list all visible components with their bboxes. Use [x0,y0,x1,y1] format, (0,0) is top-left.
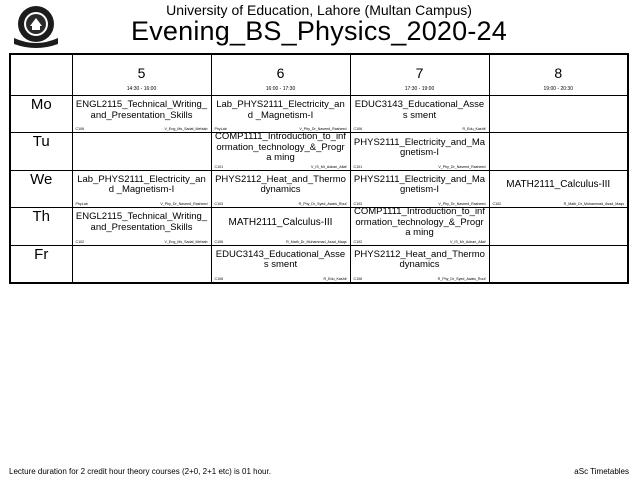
period-number: 7 [415,65,424,81]
lesson-subject: PHYS2111_Electricity_and_Ma gnetism-I [353,173,486,196]
day-label: Mo [10,96,72,133]
lesson-subject: Lab_PHYS2111_Electricity_and _Magnetism-I [77,173,206,196]
period-time: 16:00 - 17:30 [265,86,296,92]
lesson-room: C106 [353,277,363,281]
empty-cell [489,208,628,245]
lesson-teacher: R_Math_Dr_Muhammad_Asad_Maqs [563,202,624,207]
lesson-room: C103 [353,202,363,207]
lesson-room: PhyLab [75,202,88,207]
lesson-subject: EDUC3143_Educational_Asses sment [354,99,485,121]
lesson-teacher: V_Eng_Ms_Sadaf_Mehtab [164,127,208,132]
period-time: 19:00 - 20:30 [543,86,573,92]
lesson-room: C106 [214,239,224,244]
lesson-cell [72,96,211,133]
day-label: We [10,170,72,207]
lesson-room: C103 [214,202,224,207]
lesson-subject: COMP1111_Introduction_to_inf ormation_technology_&_Progra ming [354,206,485,239]
lesson-subject: PHYS2111_Electricity_and_Ma gnetism-I [353,136,486,159]
lesson-subject: MATH2111_Calculus-III [506,179,611,191]
lesson-room: C106 [75,127,85,132]
lesson-teacher: V_Phy_Dr_Naveed_Rasheed [438,202,486,207]
empty-cell [489,245,628,283]
lesson-subject: MATH2111_Calculus-III [228,216,333,228]
lesson-subject: PHYS2112_Heat_and_Thermo dynamics [215,173,346,196]
period-6-header [211,54,350,96]
empty-cell [489,96,628,133]
period-header-row [10,54,628,96]
lesson-subject: ENGL2115_Technical_Writing_ and_Presentation_Skills [75,99,208,121]
period-number: 6 [276,65,285,81]
footer-note: Lecture duration for 2 credit hour theory courses (2+0, 2+1 etc) is 01 hour. [9,467,271,476]
lesson-teacher: R_Math_Dr_Muhammad_Asad_Maqs [286,239,347,244]
day-row-fr [10,245,628,283]
lesson-teacher: R_Edu_Kashif [462,127,486,132]
day-row-tu [10,133,628,170]
lesson-cell [211,170,350,207]
day-label: Th [10,208,72,245]
lesson-cell [350,96,489,133]
lesson-subject: PHYS2112_Heat_and_Thermo dynamics [354,248,485,271]
day-row-mo [10,96,628,133]
page-title: Evening_BS_Physics_2020-24 [131,16,507,46]
institution-name: University of Education, Lahore (Multan Campus) [166,2,472,18]
lesson-room: C101 [214,164,224,169]
lesson-room: C102 [492,202,502,207]
period-number: 5 [137,65,146,81]
day-label: Tu [10,133,72,170]
lesson-cell [350,208,489,245]
lesson-cell [350,170,489,207]
lesson-cell [72,208,211,245]
day-label: Fr [10,245,72,283]
period-time: 17:30 - 19:00 [404,86,435,92]
lesson-cell [211,96,350,133]
empty-cell [72,133,211,170]
lesson-subject: Lab_PHYS2111_Electricity_and _Magnetism-I [216,99,345,121]
day-row-th [10,208,628,245]
corner-cell [10,54,72,96]
period-7-header [350,54,489,96]
lesson-teacher: R_Phy_Dr_Syed_Awais_Rouf [437,277,486,281]
lesson-cell [211,208,350,245]
lesson-teacher: V_Eng_Ms_Sadaf_Mehtab [164,239,208,244]
day-row-we [10,170,628,207]
period-number: 8 [554,65,563,81]
lesson-teacher: R_Phy_Dr_Syed_Awais_Rouf [298,202,347,207]
lesson-room: C101 [353,164,363,169]
lesson-room: PhyLab [214,127,227,132]
lesson-teacher: V_IS_Mr_Adnan_Altaf [449,239,486,244]
period-8-header [489,54,628,96]
lesson-room: C106 [353,127,363,132]
lesson-cell [489,170,628,207]
lesson-teacher: R_Edu_Kashif [323,277,347,281]
lesson-teacher: V_Phy_Dr_Naveed_Rasheed [299,127,347,132]
lesson-teacher: V_Phy_Dr_Naveed_Rasheed [160,202,208,207]
empty-cell [489,133,628,170]
lesson-cell [350,133,489,170]
lesson-subject: COMP1111_Introduction_to_inf ormation_technology_&_Progra ming [215,131,346,164]
lesson-room: C102 [353,239,363,244]
period-time: 14:30 - 16:00 [126,86,157,92]
period-5-header [72,54,211,96]
lesson-cell [72,170,211,207]
lesson-teacher: V_Phy_Dr_Naveed_Rasheed [438,164,486,169]
lesson-room: C106 [214,277,224,281]
lesson-cell [350,245,489,283]
footer-brand: aSc Timetables [574,467,629,476]
lesson-room: C102 [75,239,85,244]
lesson-cell [211,133,350,170]
timetable [9,53,629,284]
lesson-subject: ENGL2115_Technical_Writing_ and_Presentation_Skills [75,211,208,233]
lesson-subject: EDUC3143_Educational_Asses sment [215,248,346,271]
lesson-teacher: V_IS_Mr_Adnan_Altaf [310,164,347,169]
empty-cell [72,245,211,283]
lesson-cell [211,245,350,283]
